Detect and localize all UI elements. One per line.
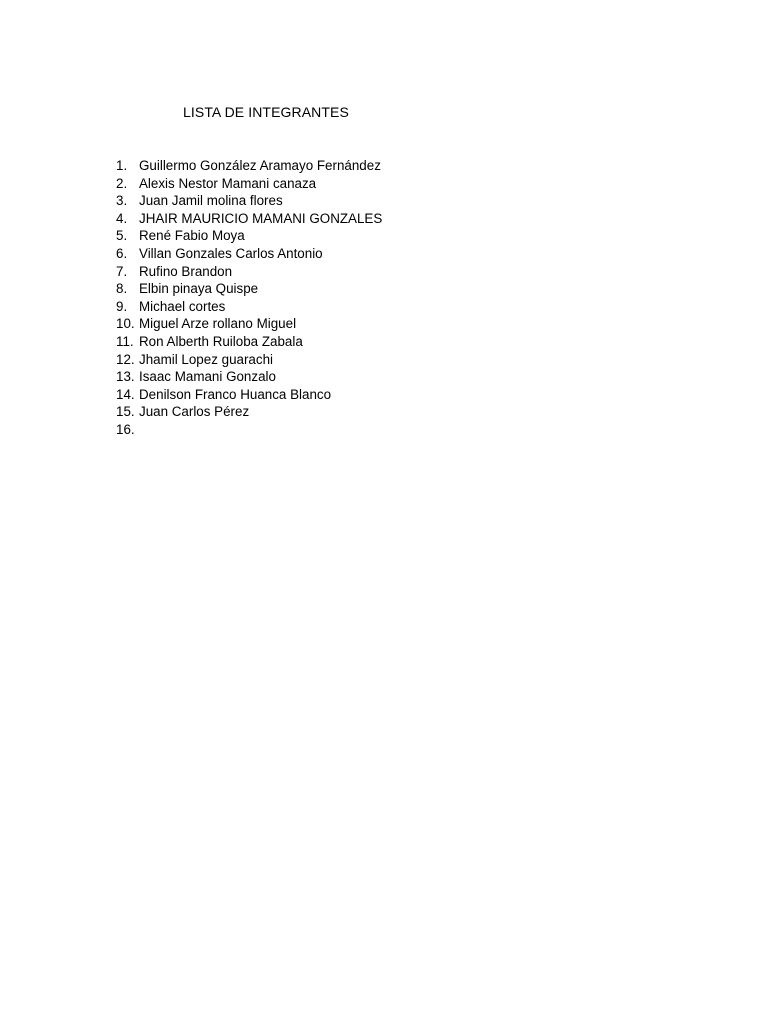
list-item-number: 12. — [116, 351, 135, 367]
list-item — [116, 245, 382, 263]
page-title: LISTA DE INTEGRANTES — [183, 104, 349, 120]
list-item-name: Alexis Nestor Mamani canaza — [139, 175, 317, 191]
member-list — [116, 157, 382, 439]
list-item-number: 14. — [116, 386, 135, 402]
list-item-number: 1. — [116, 158, 128, 173]
list-item-number: 9. — [116, 298, 128, 314]
list-item — [116, 280, 382, 298]
list-item — [116, 403, 382, 421]
list-item — [116, 351, 382, 369]
list-item-name: Juan Carlos Pérez — [139, 404, 250, 420]
list-item-number: 7. — [116, 263, 128, 279]
list-item-name: Villan Gonzales Carlos Antonio — [139, 245, 323, 261]
list-item-number: 3. — [116, 193, 128, 209]
list-item-number: 5. — [116, 228, 128, 244]
list-item-number: 10. — [116, 316, 135, 332]
list-item — [116, 175, 382, 193]
list-item-name: Elbin pinaya Quispe — [139, 281, 259, 297]
list-item — [116, 263, 382, 281]
list-item-name: Michael cortes — [139, 298, 226, 314]
list-item — [116, 333, 382, 351]
list-item — [116, 421, 382, 439]
list-item — [116, 210, 382, 228]
list-item — [116, 192, 382, 210]
list-item-number: 2. — [116, 175, 128, 191]
list-item — [116, 157, 382, 175]
list-item-name: Guillermo González Aramayo Fernández — [139, 158, 381, 173]
list-item-name: Rufino Brandon — [139, 263, 233, 279]
list-item-number: 4. — [116, 210, 128, 226]
list-item-number: 15. — [116, 404, 135, 420]
list-item-name: Ron Alberth Ruiloba Zabala — [139, 333, 303, 349]
list-item-name: Isaac Mamani Gonzalo — [139, 369, 276, 385]
list-item-number: 16. — [116, 421, 135, 437]
list-item — [116, 368, 382, 386]
list-item-name: Denilson Franco Huanca Blanco — [139, 386, 332, 402]
list-item-number: 11. — [116, 333, 134, 349]
list-item-number: 13. — [116, 369, 135, 385]
list-item-name: JHAIR MAURICIO MAMANI GONZALES — [139, 210, 383, 226]
list-item — [116, 298, 382, 316]
list-item-name: René Fabio Moya — [139, 228, 245, 244]
list-item-name: Miguel Arze rollano Miguel — [139, 316, 297, 332]
list-item-name: Jhamil Lopez guarachi — [139, 351, 273, 367]
list-item — [116, 315, 382, 333]
list-item-number: 6. — [116, 245, 128, 261]
list-item — [116, 386, 382, 404]
list-item-number: 8. — [116, 281, 128, 297]
list-item — [116, 227, 382, 245]
list-item-name: Juan Jamil molina flores — [139, 193, 283, 209]
